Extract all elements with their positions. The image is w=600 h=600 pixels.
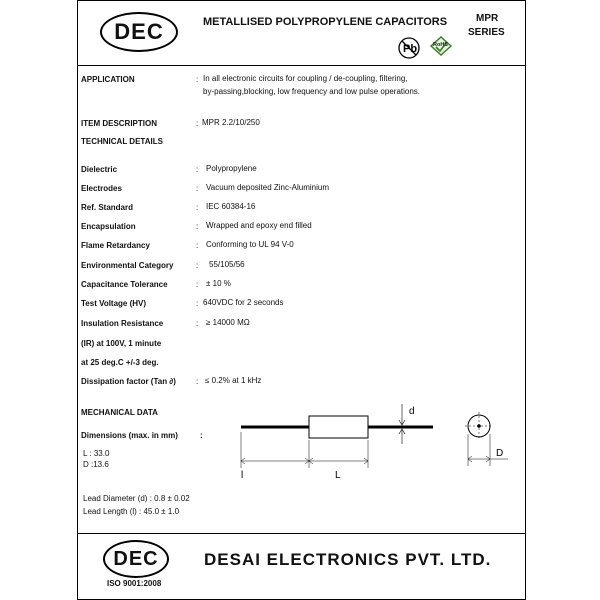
lead-length-symbol: l: [241, 470, 244, 481]
series-label: [468, 12, 505, 40]
item-description-label: ITEM DESCRIPTION: [81, 119, 158, 128]
rohs-text: RoHS: [433, 42, 448, 48]
spec-value: Vacuum deposited Zinc-Aluminium: [206, 183, 330, 192]
dec-logo-text: DEC: [114, 19, 164, 44]
dimension-length: L : 33.0: [83, 449, 110, 458]
iso-certification: ISO 9001:2008: [107, 579, 162, 588]
top-border: [77, 0, 526, 1]
spec-label: Environmental Category: [81, 261, 174, 270]
dec-logo: [100, 12, 178, 52]
spec-colon: :: [196, 203, 199, 212]
body-diameter-symbol: D: [496, 448, 504, 459]
application-line-2: by-passing,blocking, low frequency and low pulse operations.: [203, 87, 421, 96]
dissipation-colon: :: [196, 377, 199, 386]
body-length-symbol: L: [335, 470, 341, 481]
dimensions-label: Dimensions (max. in mm): [81, 431, 178, 440]
application-colon: :: [196, 75, 199, 84]
spec-value: 55/105/56: [209, 260, 245, 269]
spec-value: ≥ 14000 MΩ: [206, 318, 250, 327]
lead-free-icon: [396, 36, 424, 60]
footer-dec-logo-text: DEC: [113, 547, 159, 570]
spec-value: 640VDC for 2 seconds: [203, 298, 284, 307]
footer-divider: [77, 533, 526, 534]
dissipation-value: ≤ 0.2% at 1 kHz: [205, 376, 262, 385]
spec-colon: :: [196, 280, 199, 289]
spec-value: IEC 60384-16: [206, 202, 256, 211]
capacitor-end-view-diagram: [458, 404, 514, 476]
spec-colon: :: [196, 222, 199, 231]
dimensions-colon: :: [200, 431, 203, 440]
spec-label: Electrodes: [81, 184, 122, 193]
ir-condition-line-1: (IR) at 100V, 1 minute: [81, 339, 162, 348]
ir-condition-line-2: at 25 deg.C +/-3 deg.: [81, 358, 159, 367]
spec-colon: :: [196, 299, 199, 308]
application-line-1: In all electronic circuits for coupling / de-coupling, filtering,: [203, 74, 408, 83]
spec-label: Test Voltage (HV): [81, 299, 147, 308]
page-title: METALLISED POLYPROPYLENE CAPACITORS: [203, 16, 448, 28]
spec-label: Capacitance Tolerance: [81, 280, 168, 289]
spec-colon: :: [196, 165, 199, 174]
spec-value: Conforming to UL 94 V-0: [206, 240, 294, 249]
lead-diameter-symbol: d: [409, 406, 415, 417]
capacitor-side-view-diagram: [236, 398, 436, 488]
item-description-value: MPR 2.2/10/250: [202, 118, 260, 127]
spec-value: Wrapped and epoxy end filled: [206, 221, 312, 230]
spec-value: ± 10 %: [206, 279, 231, 288]
capacitor-body: [309, 416, 368, 438]
pb-symbol: Pb: [403, 43, 418, 55]
lead-diameter: Lead Diameter (d) : 0.8 ± 0.02: [83, 494, 190, 503]
header-divider: [77, 65, 526, 66]
spec-value: Polypropylene: [206, 164, 257, 173]
footer-dec-logo: [103, 540, 169, 578]
spec-label: Flame Retardancy: [81, 241, 150, 250]
series-word: SERIES: [468, 27, 505, 38]
spec-colon: :: [196, 261, 199, 270]
mechanical-data-heading: MECHANICAL DATA: [81, 408, 158, 417]
spec-label: Ref. Standard: [81, 203, 134, 212]
spec-colon: :: [196, 184, 199, 193]
company-name: DESAI ELECTRONICS PVT. LTD.: [204, 550, 492, 569]
spec-colon: :: [196, 241, 199, 250]
series-code: MPR: [476, 13, 499, 24]
item-description-colon: :: [196, 119, 199, 128]
dimension-diameter: D :13.6: [83, 460, 109, 469]
spec-label: Encapsulation: [81, 222, 136, 231]
spec-label: Dielectric: [81, 165, 118, 174]
spec-label: Insulation Resistance: [81, 319, 164, 328]
lead-length: Lead Length (l) : 45.0 ± 1.0: [83, 507, 180, 516]
technical-details-heading: TECHNICAL DETAILS: [81, 137, 163, 146]
spec-colon: :: [196, 319, 199, 328]
application-label: APPLICATION: [81, 75, 135, 84]
dissipation-label: Dissipation factor (Tan ∂): [81, 377, 176, 386]
rohs-icon: [427, 34, 455, 58]
